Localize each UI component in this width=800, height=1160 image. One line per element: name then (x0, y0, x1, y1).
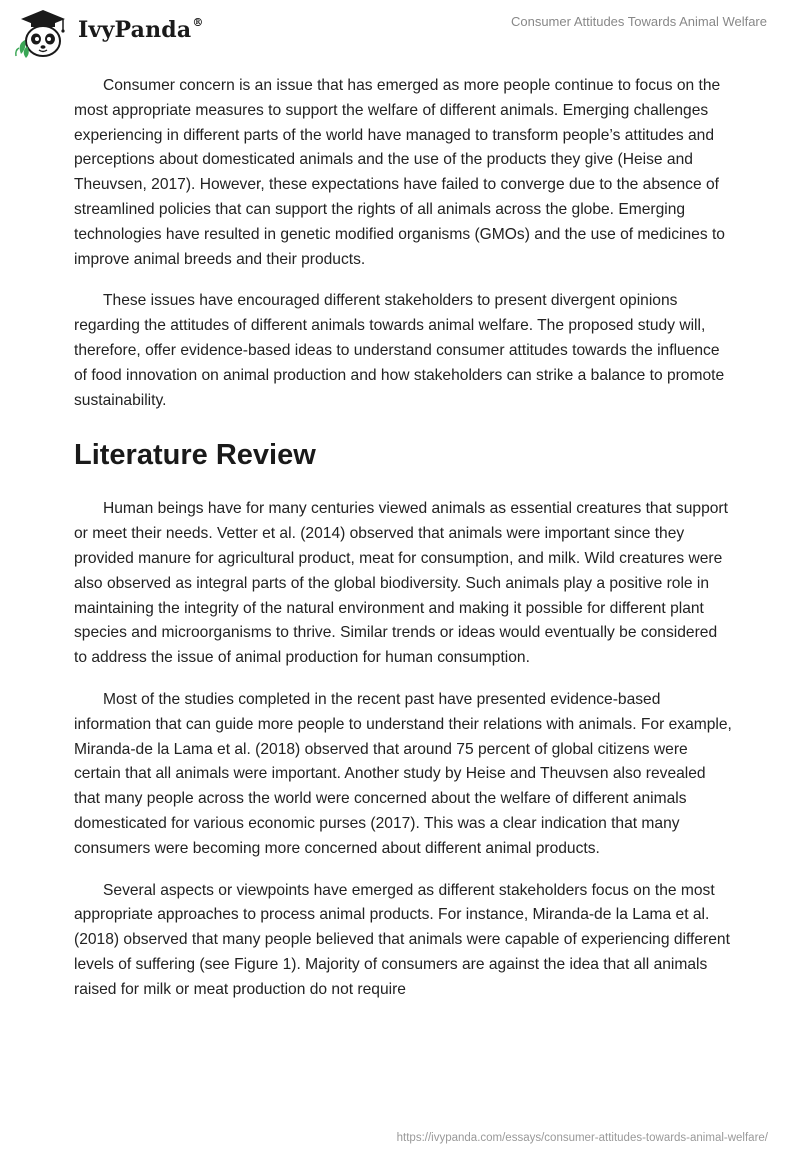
source-url-link[interactable]: https://ivypanda.com/essays/consumer-attitudes-towards-animal-welfare/ (396, 1132, 768, 1144)
intro-paragraph-2: These issues have encouraged different stakeholders to present divergent opinions regarding the attitudes of different animals towards animal welfare. The proposed study will, therefore, offer evidence-based ideas to understand consumer attitudes towards the influence of food innovation on animal production and how stakeholders can strike a balance to promote sustainability. (74, 292, 725, 409)
page-header (0, 0, 800, 70)
review-paragraph-2: Most of the studies completed in the recent past have presented evidence-based information that can guide more people to understand their relations with animals. For example, Miranda-de la Lama et al. (2018) observed that around 75 percent of global citizens were certain that all animals were important. Another study by Heise and Theuvsen also revealed that many people across the world were concerned about the welfare of different animals domesticated for various economic purses (2017). This was a clear indication that many consumers were becoming more concerned about different animal products. (74, 690, 732, 857)
brand-name[interactable] (78, 17, 204, 43)
ivypanda-logo-icon[interactable] (13, 8, 73, 60)
brand-name-text: IvyPanda (78, 17, 192, 43)
essay-content (74, 74, 734, 1020)
registered-mark: ® (192, 15, 204, 29)
intro-paragraph-1: Consumer concern is an issue that has emerged as more people continue to focus on the most appropriate measures to support the welfare of different animals. Emerging challenges experiencing in different parts of the world have managed to transform people’s attitudes and perceptions about domesticated animals and the use of the products they give (Heise and Theuvsen, 2017). However, these expectations have failed to converge due to the absence of streamlined policies that can support the rights of all animals across the globe. Emerging technologies have resulted in genetic modified organisms (GMOs) and the use of medicines to improve animal breeds and their products. (74, 77, 725, 268)
document-title: Consumer Attitudes Towards Animal Welfare (510, 14, 767, 29)
review-paragraph-3: Several aspects or viewpoints have emerged as different stakeholders focus on the most appropriate approaches to process animal products. For instance, Miranda-de la Lama et al. (2018) observed that many people believed that animals were capable of experiencing different levels of suffering (see Figure 1). Majority of consumers are against the idea that all animals raised for milk or meat production do not require (74, 881, 730, 998)
section-heading-literature-review: Literature Review (74, 439, 316, 472)
review-paragraph-1: Human beings have for many centuries viewed animals as essential creatures that support or meet their needs. Vetter et al. (2014) observed that animals were important since they provided manure for agricultural product, meat for consumption, and milk. Wild creatures were also observed as integral parts of the global biodiversity. Such animals play a positive role in maintaining the integrity of the natural environment and making it possible for different plant species and microorganisms to thrive. Similar trends or ideas would eventually be considered to address the issue of animal production for human consumption. (74, 500, 728, 667)
